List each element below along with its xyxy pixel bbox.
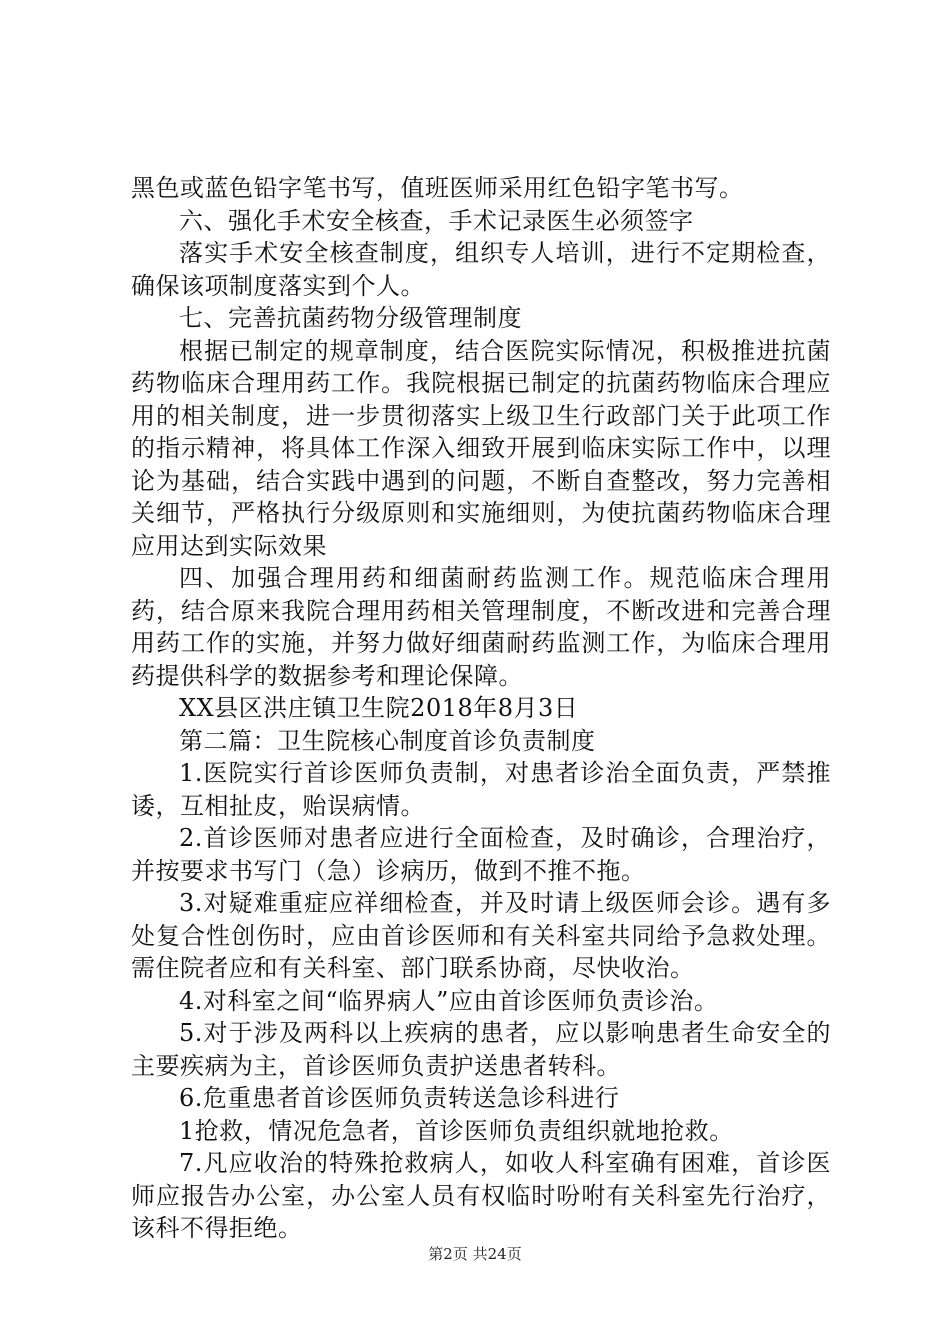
section-heading: 七、完善抗菌药物分级管理制度 <box>179 304 522 332</box>
signature-line: XX县区洪庄镇卫生院2018年8月3日 <box>179 694 579 722</box>
list-item: 3.对疑难重症应祥细检查，并及时请上级医师会诊。遇有多处复合性创伤时，应由首诊医师和有关科室共同给予急救处理。需住院者应和有关科室、部门联系协商，尽快收治。 <box>131 889 831 982</box>
list-item: 5.对于涉及两科以上疾病的患者，应以影响患者生命安全的主要疾病为主，首诊医师负责护送患者转科。 <box>131 1019 831 1080</box>
list-item: 7.凡应收治的特殊抢救病人，如收人科室确有困难，首诊医师应报告办公室，办公室人员有权临时吩咐有关科室先行治疗，该科不得拒绝。 <box>131 1149 831 1242</box>
list-item: 1.医院实行首诊医师负责制，对患者诊治全面负责，严禁推诿，互相扯皮，贻误病情。 <box>131 759 831 820</box>
section-heading: 六、强化手术安全核查，手术记录医生必须签字 <box>179 206 694 235</box>
paragraph: 根据已制定的规章制度，结合医院实际情况，积极推进抗菌药物临床合理用药工作。我院根据已制定的抗菌药物临床合理应用的相关制度，进一步贯彻落实上级卫生行政部门关于此项工作的指示精神，将具体工作深入细致开展到临床实际工作中，以理论为基础，结合实践中遇到的问题，不断自查整改，努力完善相关细节，严格执行分级原则和实施细则，为使抗菌药物临床合理应用达到实际效果 <box>131 336 831 560</box>
list-item: 6.危重患者首诊医师负责转送急诊科进行 <box>179 1084 620 1112</box>
document-body <box>131 172 831 1245</box>
chapter-title: 第二篇：卫生院核心制度首诊负责制度 <box>179 726 596 755</box>
list-item: 4.对科室之间“临界病人”应由首诊医师负责诊治。 <box>179 986 719 1015</box>
list-item: 1抢救，情况危急者，首诊医师负责组织就地抢救。 <box>179 1116 734 1145</box>
paragraph: 黑色或蓝色铅字笔书写，值班医师采用红色铅字笔书写。 <box>131 174 744 202</box>
list-item: 2.首诊医师对患者应进行全面检查，及时确诊，合理治疗，并按要求书写门（急）诊病历，做到不推不拖。 <box>131 824 831 885</box>
paragraph: 落实手术安全核查制度，组织专人培训，进行不定期检查，确保该项制度落实到个人。 <box>131 239 831 300</box>
page-number-footer: 第2页 共24页 <box>428 1245 522 1263</box>
paragraph: 四、加强合理用药和细菌耐药监测工作。规范临床合理用药，结合原来我院合理用药相关管理制度，不断改进和完善合理用药工作的实施，并努力做好细菌耐药监测工作，为临床合理用药提供科学的数据参考和理论保障。 <box>131 564 831 690</box>
